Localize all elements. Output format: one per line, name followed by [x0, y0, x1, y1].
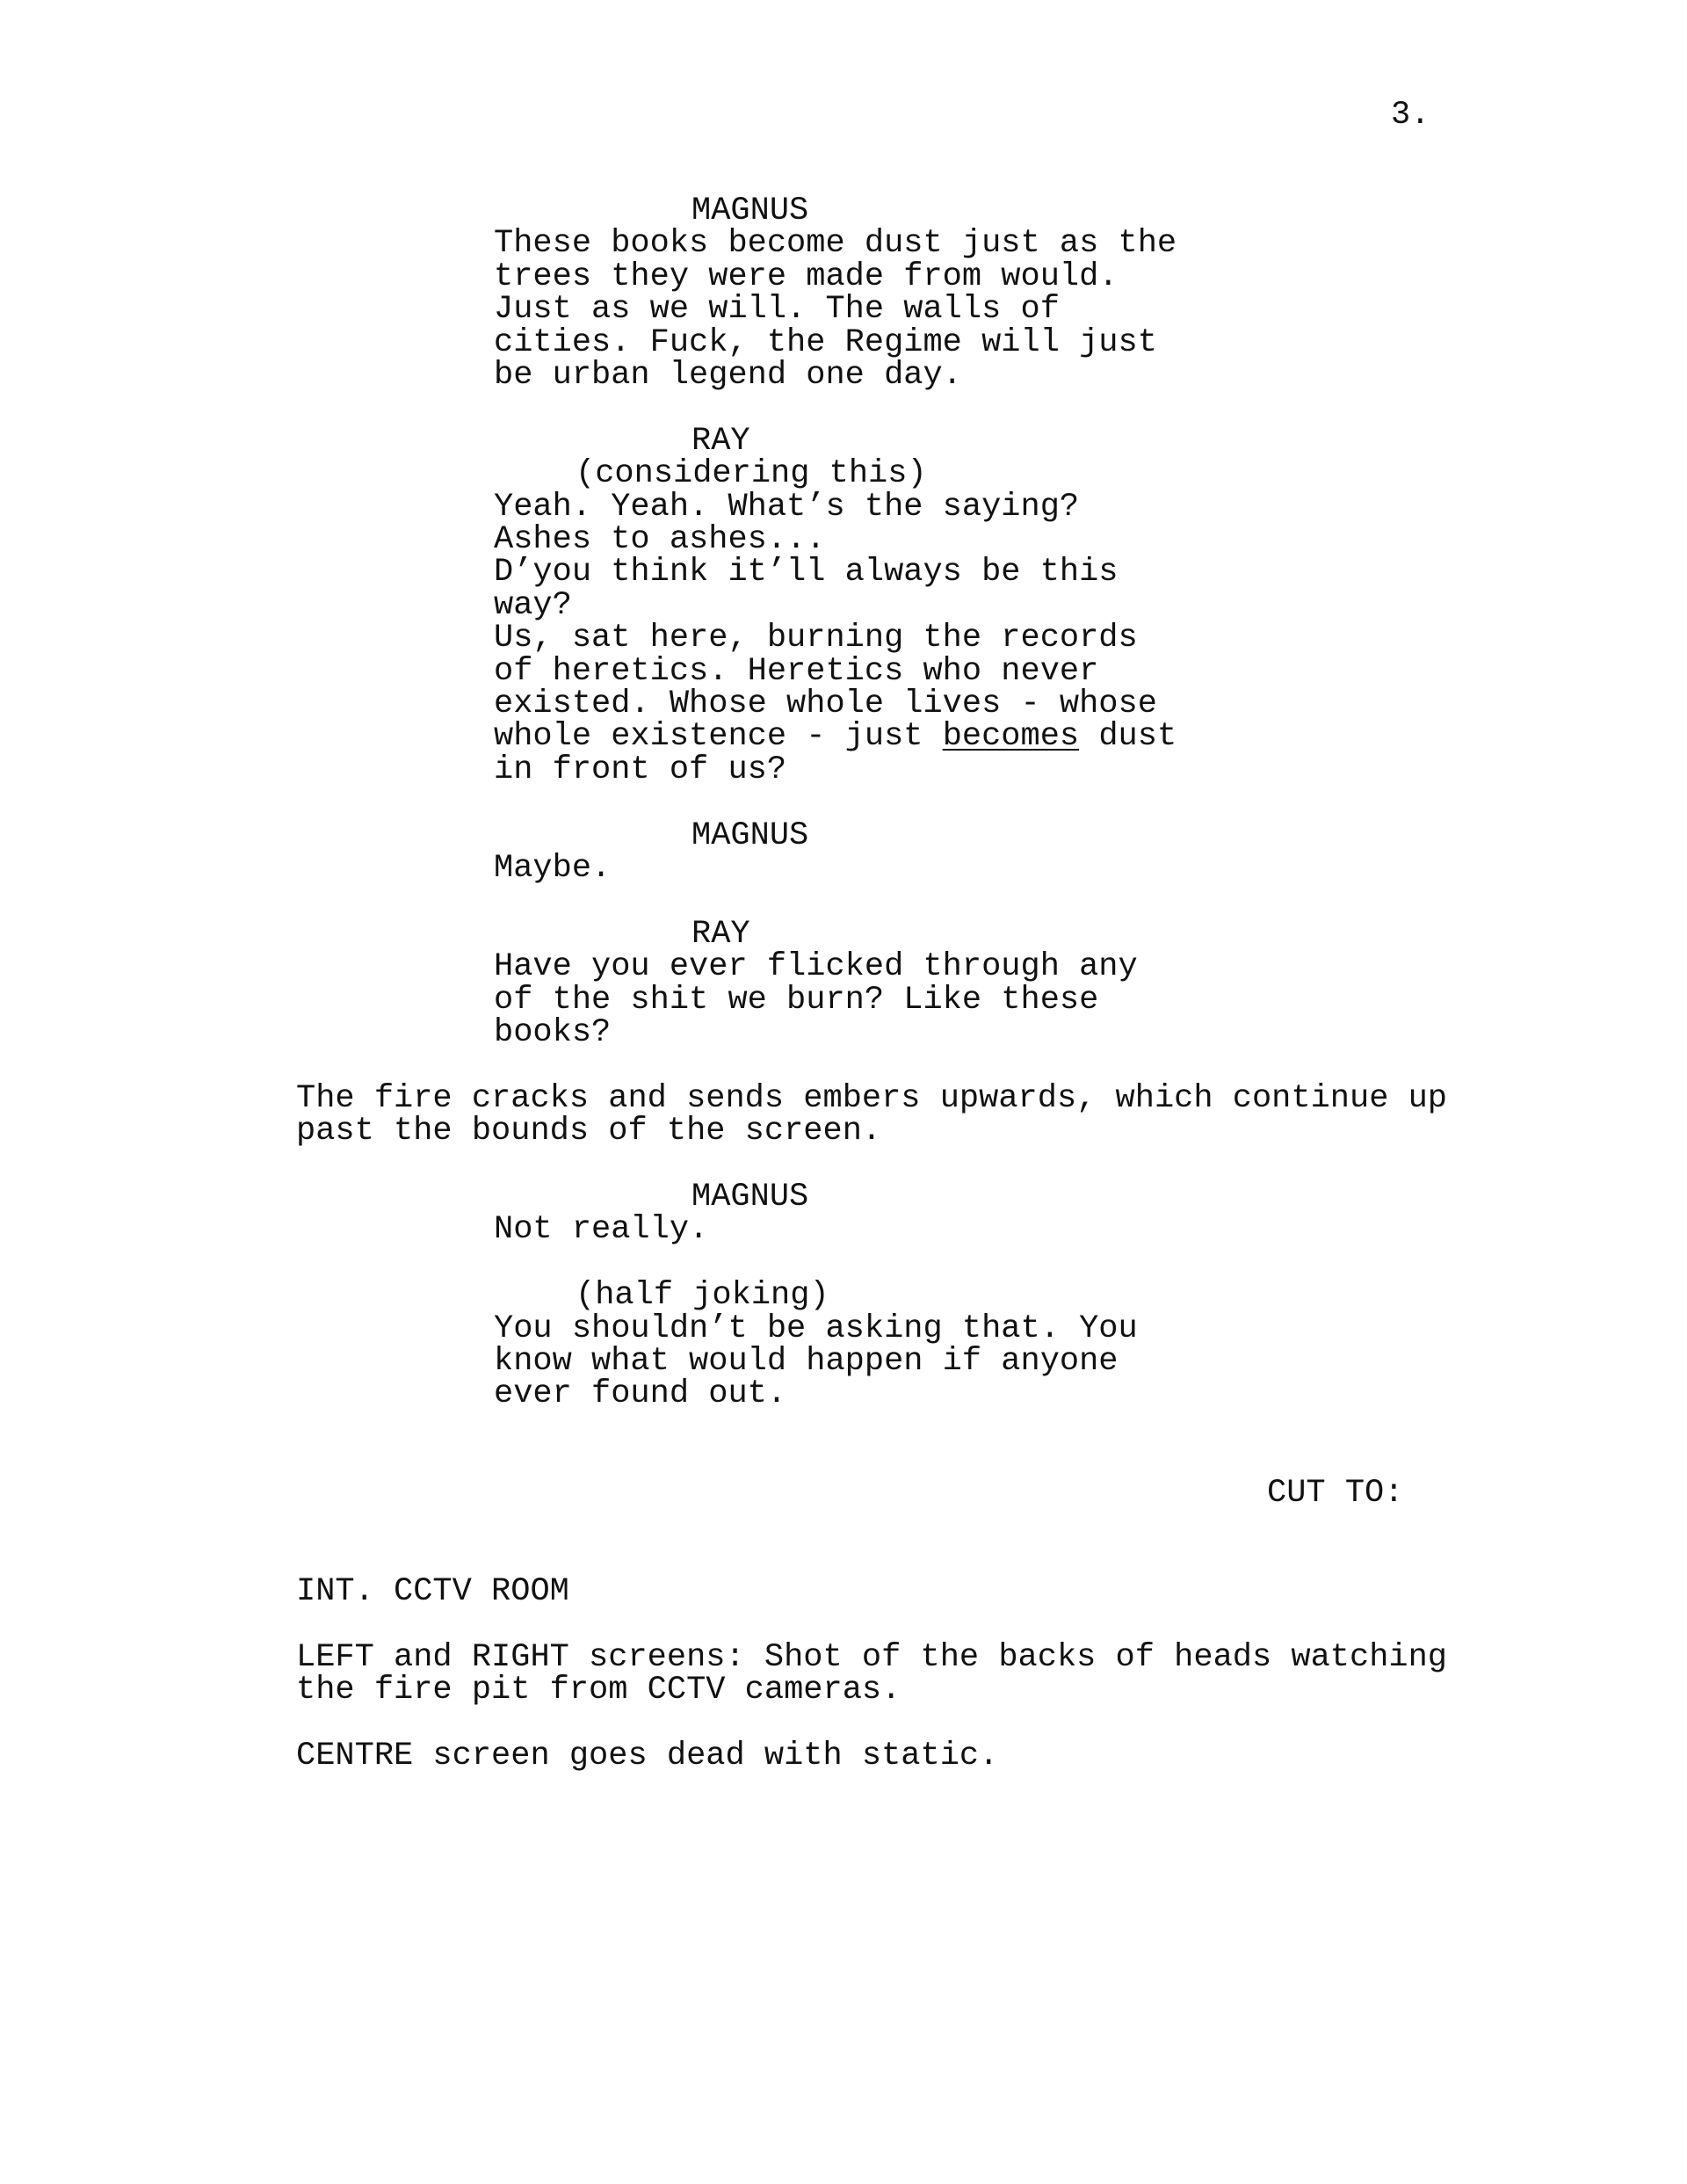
dialogue-line: in front of us?: [494, 751, 787, 788]
dialogue-line: cities. Fuck, the Regime will just: [494, 323, 1157, 361]
action-line: The fire cracks and sends embers upwards, which continue up: [296, 1079, 1448, 1117]
dialogue-line: Yeah. Yeah. What’s the saying?: [494, 488, 1080, 526]
action-line: past the bounds of the screen.: [296, 1113, 882, 1150]
dialogue-line: books?: [494, 1014, 612, 1051]
transition: CUT TO:: [1267, 1474, 1404, 1512]
dialogue-line: of heretics. Heretics who never: [494, 652, 1099, 690]
parenthetical: (considering this): [576, 455, 927, 493]
dialogue-line: ever found out.: [494, 1375, 787, 1413]
emphasized-word: becomes: [942, 718, 1080, 756]
dialogue-line: be urban legend one day.: [494, 357, 962, 394]
character-name: MAGNUS: [691, 816, 809, 854]
dialogue-line: Have you ever flicked through any: [494, 948, 1138, 986]
dialogue-line: Maybe.: [494, 850, 612, 887]
dialogue-line: Just as we will. The walls of: [494, 291, 1060, 329]
dialogue-line: of the shit we burn? Like these: [494, 981, 1099, 1019]
character-name: RAY: [691, 915, 750, 953]
dialogue-line: You shouldn’t be asking that. You: [494, 1310, 1138, 1347]
action-line: CENTRE screen goes dead with static.: [296, 1737, 999, 1774]
dialogue-text: dust: [1079, 718, 1177, 756]
character-name: MAGNUS: [691, 192, 809, 229]
action-line: the fire pit from CCTV cameras.: [296, 1672, 901, 1709]
parenthetical: (half joking): [576, 1277, 829, 1315]
dialogue-line: D’you think it’ll always be this: [494, 554, 1119, 591]
dialogue-line: Not really.: [494, 1211, 709, 1249]
dialogue-text: whole existence - just: [494, 718, 943, 756]
character-name: RAY: [691, 422, 750, 460]
dialogue-line: know what would happen if anyone: [494, 1343, 1119, 1380]
dialogue-line: trees they were made from would.: [494, 258, 1119, 295]
dialogue-line: way?: [494, 586, 572, 624]
dialogue-line: Ashes to ashes...: [494, 521, 826, 558]
dialogue-line: These books become dust just as the: [494, 225, 1177, 263]
dialogue-line: [494, 718, 1177, 756]
dialogue-line: existed. Whose whole lives - whose: [494, 686, 1157, 722]
action-line: LEFT and RIGHT screens: Shot of the backs of heads watching: [296, 1638, 1448, 1676]
character-name: MAGNUS: [691, 1179, 809, 1215]
scene-heading: INT. CCTV ROOM: [296, 1572, 569, 1610]
page-number: 3.: [1391, 97, 1430, 134]
dialogue-line: Us, sat here, burning the records: [494, 620, 1138, 657]
